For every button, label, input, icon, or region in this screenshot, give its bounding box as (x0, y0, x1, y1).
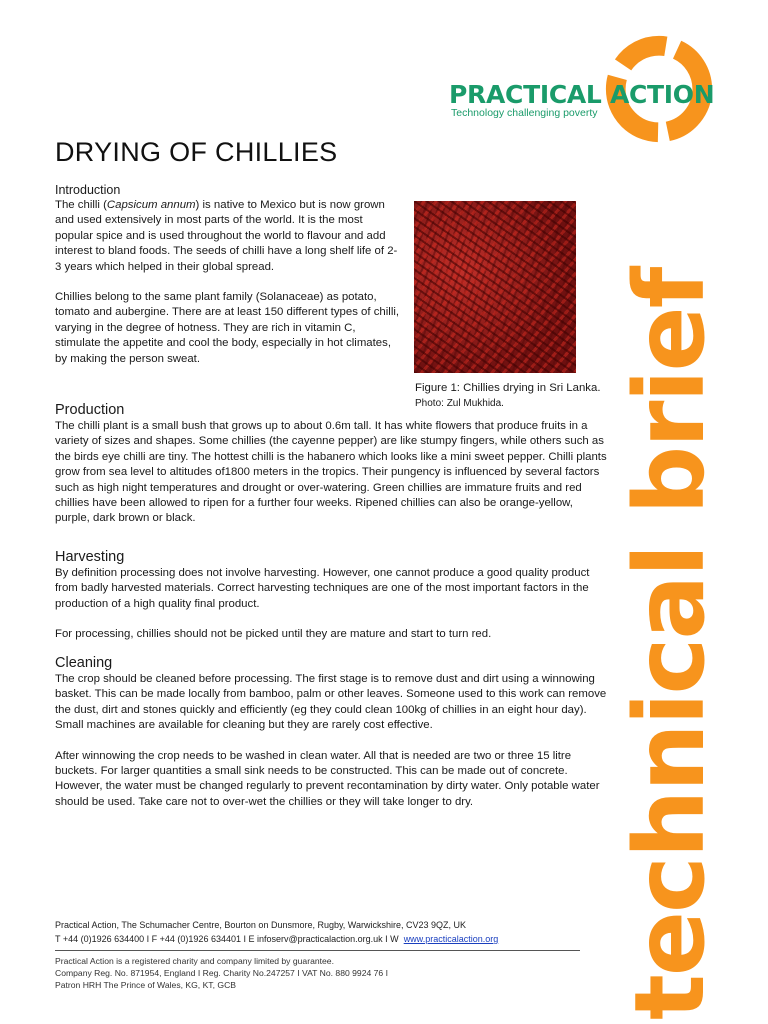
footer-patron: Patron HRH The Prince of Wales, KG, KT, GCB (55, 980, 237, 990)
cleaning-paragraph-2: After winnowing the crop needs to be washed in clean water. All that is needed are two or three 15 litre buckets. For larger quantities a small sink needs to be constructed. This can be made out of concrete. However, the water must be changed regularly to prevent recontamination by dirty water. Only potable water should be used. Take care not to over-wet the chillies or they will take longer to dry. (55, 749, 600, 808)
website-link[interactable]: www.practicalaction.org (403, 934, 499, 944)
harvesting-section (55, 549, 607, 643)
cleaning-heading: Cleaning (55, 655, 113, 671)
intro-paragraph-1: The chilli (Capsicum annum) is native to Mexico but is now grown and used extensively in most parts of the world. It is the most popular spice and is used throughout the world to flavour and add interest to bland foods. The seeds of chilli have a long shelf life of 2-3 years which helped in their global spread. (55, 199, 398, 273)
footer-divider (55, 950, 580, 951)
photo-credit: Photo: Zul Mukhida. (415, 398, 504, 409)
footer-company: Company Reg. No. 871954, England I Reg. Charity No.247257 I VAT No. 880 9924 76 I (55, 968, 388, 978)
logo-name: PRACTICAL ACTION (449, 80, 715, 109)
harvesting-paragraph-1: By definition processing does not involve harvesting. However, one cannot produce a good quality product from badly harvested materials. Correct harvesting techniques are one of the most important factors in the production of a high quality final product. (55, 567, 590, 610)
side-title: technical brief (614, 268, 726, 1020)
footer-contact: T +44 (0)1926 634400 I F +44 (0)1926 634401 I E infoserv@practicalaction.org.uk I W www.practicalaction.org (55, 934, 499, 944)
harvesting-heading: Harvesting (55, 549, 125, 565)
footer-address: Practical Action, The Schumacher Centre, Bourton on Dunsmore, Rugby, Warwickshire, CV23 9QZ, UK (55, 920, 467, 930)
production-paragraph: The chilli plant is a small bush that grows up to about 0.6m tall. It has white flowers that produce fruits in a variety of sizes and shapes. Some chillies (the cayenne pepper) are like stumpy fingers, while others such as the birds eye chilli are tiny. The hottest chilli is the habanero which looks like a mini sweet pepper. Chilli plants grow from sea level to altitudes of1800 meters in the tropics. Their pungency is influenced by several factors such as high night temperatures and drought or over-watering. Green chillies are immature fruits and red chillies have been allowed to ripen for a further four weeks. Ripened chillies can also be orange-yellow, purple, dark brown or black. (55, 420, 607, 525)
cleaning-paragraph-1: The crop should be cleaned before processing. The first stage is to remove dust and dirt using a winnowing basket. This can be made locally from bamboo, palm or other leaves. Someone used to this work can remove the dust, dirt and stones quickly and efficiently (eg they could clean 100kg of chillies in an eight hour day). Small machines are available for cleaning but they are rarely cost effective. (55, 673, 607, 732)
intro-section (55, 183, 400, 367)
cleaning-section (55, 655, 607, 810)
production-section (55, 402, 607, 527)
page-title: DRYING OF CHILLIES (55, 137, 338, 167)
scientific-name: Capsicum annum (106, 199, 196, 211)
figure-caption: Figure 1: Chillies drying in Sri Lanka. Photo: Zul Mukhida. (415, 382, 601, 409)
harvesting-paragraph-2: For processing, chillies should not be picked until they are mature and start to turn red. (55, 628, 492, 641)
intro-paragraph-2: Chillies belong to the same plant family (Solanaceae) as potato, tomato and aubergine. There are at least 150 different types of chilli, varying in the degree of hotness. They are rich in vitamin C, stimulate the appetite and cool the body, especially in hot climates, by making the person sweat. (55, 291, 400, 365)
chillies-photo (414, 201, 576, 373)
intro-heading: Introduction (55, 183, 121, 197)
production-heading: Production (55, 402, 125, 418)
footer-charity: Practical Action is a registered charity and company limited by guarantee. (55, 956, 334, 966)
logo-tagline: Technology challenging poverty (451, 107, 598, 119)
